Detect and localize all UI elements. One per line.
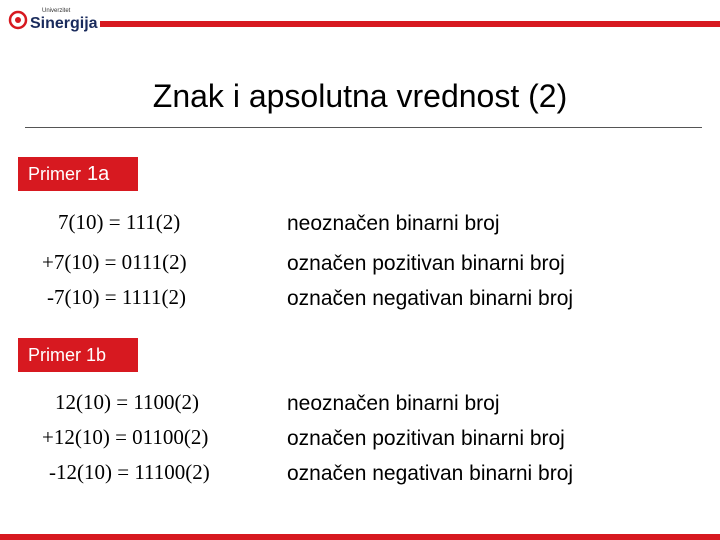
description-1a-3: označen negativan binarni broj bbox=[287, 287, 574, 310]
header-accent-bar bbox=[100, 21, 720, 27]
equation-1b-3: -12(10) = 11100(2) bbox=[49, 460, 210, 484]
logo-small-text: Univerzitet bbox=[42, 8, 71, 14]
title-divider bbox=[25, 127, 702, 128]
university-logo bbox=[8, 4, 98, 34]
description-1b-2: označen pozitivan binarni broj bbox=[287, 427, 565, 450]
example-1a-label bbox=[18, 157, 138, 191]
description-1a-1: neoznačen binarni broj bbox=[287, 212, 500, 235]
equation-1b-2: +12(10) = 01100(2) bbox=[42, 425, 209, 449]
logo-main-text: Sinergija bbox=[30, 15, 98, 32]
example-1a-label-id: 1a bbox=[87, 162, 110, 185]
description-1b-1: neoznačen binarni broj bbox=[287, 392, 500, 415]
equation-1a-1: 7(10) = 111(2) bbox=[58, 210, 181, 234]
description-1a-2: označen pozitivan binarni broj bbox=[287, 252, 565, 275]
description-1b-3: označen negativan binarni broj bbox=[287, 462, 574, 485]
equation-1a-2: +7(10) = 0111(2) bbox=[42, 250, 187, 274]
example-1b-label: Primer 1b bbox=[18, 338, 138, 372]
slide-title: Znak i apsolutna vrednost (2) bbox=[152, 78, 568, 114]
equation-1a-3: -7(10) = 1111(2) bbox=[47, 285, 186, 309]
example-1a-label-word: Primer bbox=[28, 163, 81, 184]
equation-1b-1: 12(10) = 1100(2) bbox=[55, 390, 200, 414]
footer-accent-bar bbox=[0, 534, 720, 540]
